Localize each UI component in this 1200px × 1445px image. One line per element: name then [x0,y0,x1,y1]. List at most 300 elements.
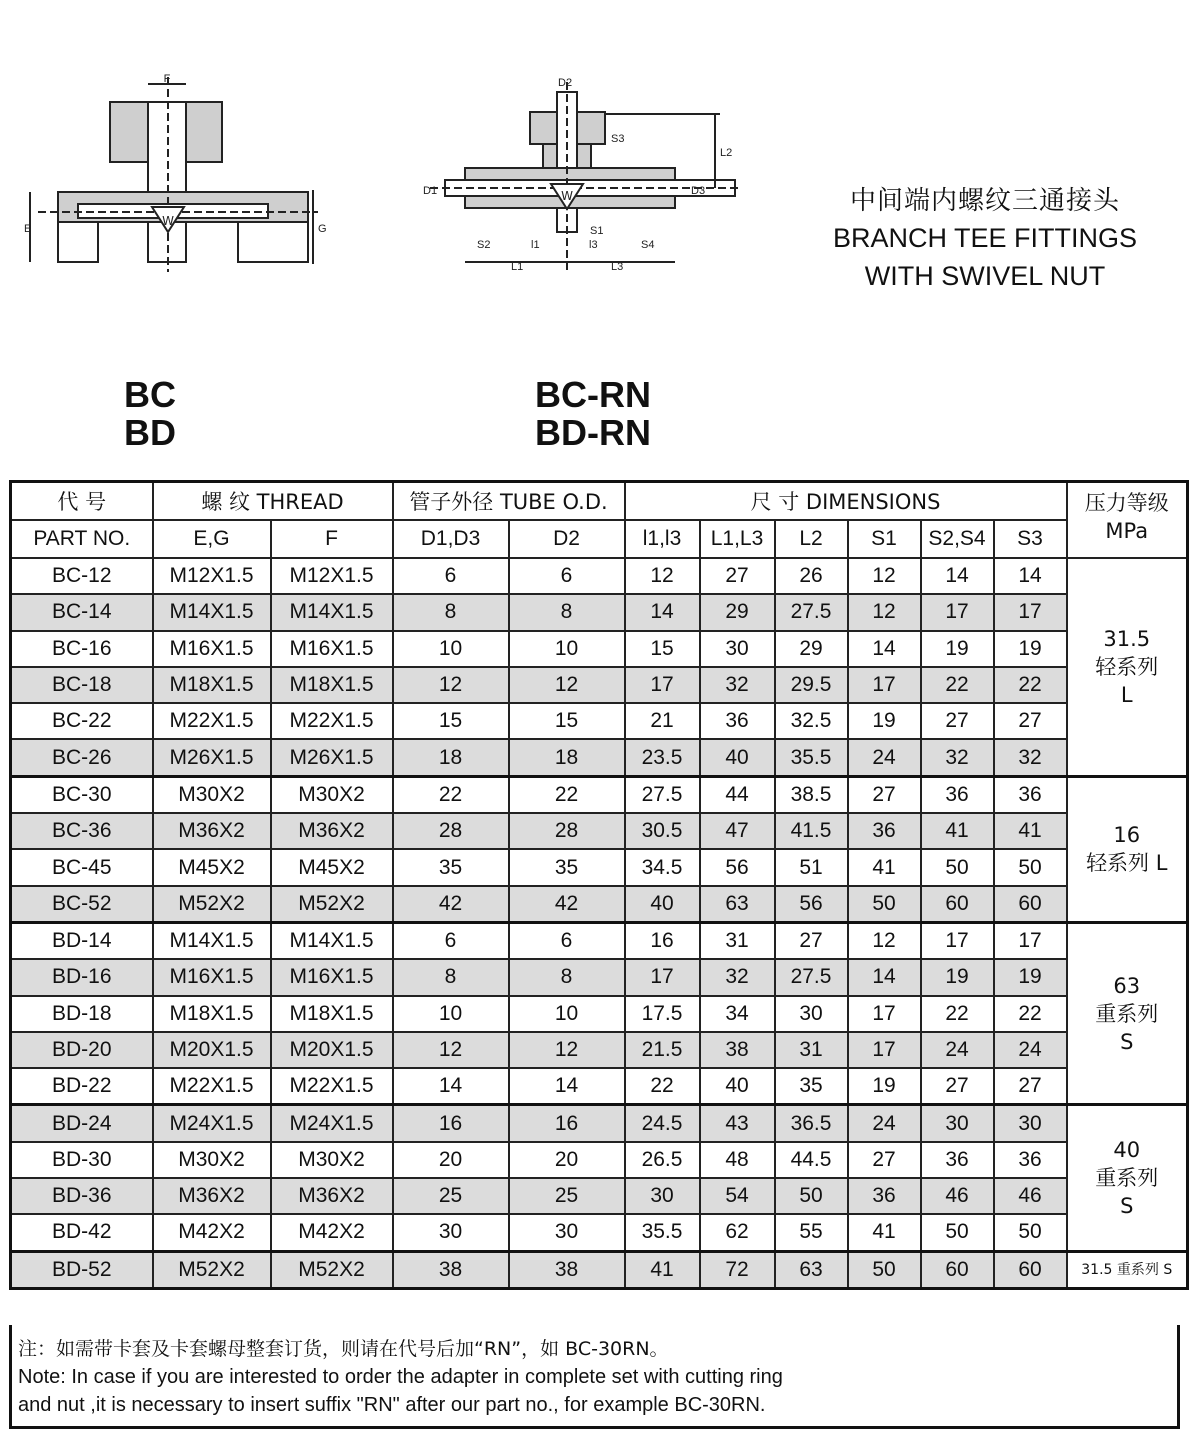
table-row [11,776,1188,813]
cell-d1d3: 38 [393,1251,509,1288]
cell-s1: 19 [848,1068,921,1105]
cell-thread-eg: M12X1.5 [153,558,271,594]
pressure-rating-line: 31.5 [1103,626,1151,651]
cell-thread-eg: M22X1.5 [153,703,271,739]
pressure-rating-line: S [1120,1029,1134,1054]
cell-s3: 17 [994,922,1067,959]
cell-l2: 27.5 [775,594,848,630]
table-row [11,1105,1188,1142]
header-part-cn: 代 号 [11,482,153,521]
cell-d1d3: 8 [393,594,509,630]
cell-l1l3-small: 35.5 [625,1214,700,1251]
title-cn: 中间端内螺纹三通接头 [849,186,1120,216]
cell-s3: 17 [994,594,1067,630]
cell-l1l3: 27 [700,558,775,594]
cell-s1: 24 [848,1105,921,1142]
dim-label-s3: S3 [611,133,625,145]
cell-thread-eg: M26X1.5 [153,739,271,776]
table-row [11,594,1188,630]
pressure-rating-line: 重系列 [1095,1001,1159,1026]
cell-l1l3: 40 [700,739,775,776]
cell-part-no: BC-52 [11,886,153,923]
cell-l1l3-small: 15 [625,631,700,667]
cell-part-no: BC-14 [11,594,153,630]
cell-l1l3: 36 [700,703,775,739]
spec-table-body [11,558,1188,1288]
header-l2: L2 [775,520,848,558]
cell-l2: 30 [775,996,848,1032]
cell-l2: 31 [775,1032,848,1068]
cell-thread-f: M30X2 [271,776,393,813]
cell-s3: 46 [994,1178,1067,1214]
table-row [11,739,1188,776]
cell-s2s4: 22 [921,996,994,1032]
cell-thread-f: M52X2 [271,886,393,923]
cell-d2: 18 [509,739,625,776]
header-s1: S1 [848,520,921,558]
cell-thread-eg: M52X2 [153,886,271,923]
cell-s3: 22 [994,667,1067,703]
cell-l1l3-small: 17 [625,667,700,703]
dim-label-s2: S2 [477,239,491,251]
cell-l1l3-small: 40 [625,886,700,923]
order-note [9,1325,1180,1429]
spec-table [9,480,1189,1290]
cell-l1l3-small: 12 [625,558,700,594]
cell-l1l3: 56 [700,849,775,885]
cell-l1l3-small: 16 [625,922,700,959]
cell-d1d3: 6 [393,922,509,959]
cell-part-no: BD-42 [11,1214,153,1251]
table-row [11,886,1188,923]
cell-s1: 12 [848,558,921,594]
svg-text:W: W [561,189,573,203]
cell-d2: 35 [509,849,625,885]
cell-d1d3: 14 [393,1068,509,1105]
cell-d2: 6 [509,922,625,959]
cell-l1l3: 32 [700,667,775,703]
cell-d1d3: 12 [393,667,509,703]
cell-l2: 35 [775,1068,848,1105]
cell-thread-eg: M36X2 [153,1178,271,1214]
pressure-rating-line: 31.5 重系列 S [1081,1261,1173,1278]
header-thread: 螺 纹 THREAD [153,482,393,521]
header-d1d3: D1,D3 [393,520,509,558]
cell-s1: 19 [848,703,921,739]
cell-l2: 32.5 [775,703,848,739]
cell-thread-eg: M16X1.5 [153,959,271,995]
cell-l1l3-small: 27.5 [625,776,700,813]
cell-l2: 27.5 [775,959,848,995]
cell-l1l3: 31 [700,922,775,959]
svg-text:W: W [162,214,174,228]
header-pressure [1067,482,1188,559]
pressure-rating-line: S [1120,1194,1134,1219]
header-s2s4: S2,S4 [921,520,994,558]
cell-d2: 38 [509,1251,625,1288]
cell-d2: 6 [509,558,625,594]
model-bc: BC [124,374,176,415]
cell-d1d3: 42 [393,886,509,923]
cell-s3: 27 [994,703,1067,739]
dim-label-g: G [318,223,327,235]
cell-s3: 36 [994,1142,1067,1178]
cell-thread-eg: M22X1.5 [153,1068,271,1105]
cell-thread-f: M45X2 [271,849,393,885]
header-pressure-unit: MPa [1105,519,1149,543]
cell-s1: 41 [848,1214,921,1251]
dim-label-l3-small: l3 [589,239,598,251]
cell-s1: 50 [848,886,921,923]
cell-thread-f: M36X2 [271,1178,393,1214]
cell-thread-f: M30X2 [271,1142,393,1178]
header-d2: D2 [509,520,625,558]
cell-part-no: BD-36 [11,1178,153,1214]
cell-s2s4: 19 [921,959,994,995]
cell-s2s4: 17 [921,594,994,630]
table-row [11,813,1188,849]
header-pressure-cn: 压力等级 [1084,491,1169,515]
cell-d2: 8 [509,959,625,995]
table-row [11,959,1188,995]
dim-label-s4: S4 [641,239,655,251]
title-en-line1: BRANCH TEE FITTINGS [832,223,1138,253]
cell-s2s4: 32 [921,739,994,776]
cell-thread-f: M16X1.5 [271,959,393,995]
table-row [11,1032,1188,1068]
cell-thread-f: M12X1.5 [271,558,393,594]
cell-d1d3: 35 [393,849,509,885]
cell-s3: 50 [994,849,1067,885]
cell-s1: 36 [848,1178,921,1214]
cell-thread-eg: M52X2 [153,1251,271,1288]
model-bd-rn: BD-RN [535,412,651,453]
cell-thread-f: M52X2 [271,1251,393,1288]
cell-l1l3: 43 [700,1105,775,1142]
cell-l2: 63 [775,1251,848,1288]
cell-s2s4: 36 [921,776,994,813]
cell-l1l3-small: 23.5 [625,739,700,776]
cell-l1l3-small: 41 [625,1251,700,1288]
cell-thread-eg: M20X1.5 [153,1032,271,1068]
pressure-rating-cell [1067,776,1188,922]
cell-thread-f: M22X1.5 [271,1068,393,1105]
cell-s1: 24 [848,739,921,776]
cell-thread-f: M20X1.5 [271,1032,393,1068]
cell-d1d3: 28 [393,813,509,849]
table-row [11,1142,1188,1178]
cell-l1l3-small: 17 [625,959,700,995]
cell-s1: 12 [848,922,921,959]
cell-s1: 14 [848,631,921,667]
cell-l1l3: 40 [700,1068,775,1105]
table-row [11,1251,1188,1288]
cell-l2: 36.5 [775,1105,848,1142]
cell-thread-f: M18X1.5 [271,667,393,703]
cell-part-no: BD-18 [11,996,153,1032]
pressure-rating-line: 16 [1113,823,1141,848]
cell-l1l3: 48 [700,1142,775,1178]
cell-s2s4: 60 [921,886,994,923]
cell-part-no: BC-12 [11,558,153,594]
cell-s3: 50 [994,1214,1067,1251]
cell-thread-eg: M14X1.5 [153,594,271,630]
cell-l1l3: 72 [700,1251,775,1288]
cell-part-no: BD-20 [11,1032,153,1068]
cell-s1: 27 [848,776,921,813]
header-l1l3-small: l1,l3 [625,520,700,558]
header-dimensions: 尺 寸 DIMENSIONS [625,482,1067,521]
dim-label-d1: D1 [423,185,438,197]
cell-d1d3: 8 [393,959,509,995]
tee-fitting-diagram-bc [18,72,328,282]
cell-d2: 22 [509,776,625,813]
cell-s2s4: 22 [921,667,994,703]
cell-s3: 24 [994,1032,1067,1068]
cell-l2: 56 [775,886,848,923]
cell-s2s4: 14 [921,558,994,594]
pressure-rating-cell [1067,1251,1188,1288]
cell-d2: 20 [509,1142,625,1178]
cell-s3: 19 [994,631,1067,667]
cell-s2s4: 50 [921,849,994,885]
model-label-left [124,376,176,452]
cell-l2: 38.5 [775,776,848,813]
cell-part-no: BC-45 [11,849,153,885]
cell-part-no: BC-36 [11,813,153,849]
cell-l2: 50 [775,1178,848,1214]
cell-part-no: BC-16 [11,631,153,667]
cell-thread-eg: M18X1.5 [153,667,271,703]
cell-s2s4: 30 [921,1105,994,1142]
table-row [11,1214,1188,1251]
cell-s2s4: 46 [921,1178,994,1214]
cell-s2s4: 41 [921,813,994,849]
cell-l1l3: 29 [700,594,775,630]
cell-s1: 50 [848,1251,921,1288]
cell-s1: 41 [848,849,921,885]
dim-label-d3: D3 [691,185,706,197]
cell-part-no: BD-24 [11,1105,153,1142]
pressure-rating-cell [1067,558,1188,776]
cell-s1: 17 [848,1032,921,1068]
cell-s2s4: 36 [921,1142,994,1178]
cell-d1d3: 10 [393,631,509,667]
dim-label-d2: D2 [558,77,573,89]
cell-l2: 55 [775,1214,848,1251]
cell-d1d3: 20 [393,1142,509,1178]
cell-l1l3-small: 22 [625,1068,700,1105]
table-row [11,631,1188,667]
table-row [11,996,1188,1032]
cell-d1d3: 30 [393,1214,509,1251]
cell-thread-f: M26X1.5 [271,739,393,776]
cell-s2s4: 60 [921,1251,994,1288]
cell-thread-eg: M30X2 [153,1142,271,1178]
header-part-no: PART NO. [11,520,153,558]
note-en-line2: and nut ,it is necessary to insert suffix "RN" after our part no., for example BC-30RN. [18,1394,766,1416]
cell-d2: 25 [509,1178,625,1214]
cell-d1d3: 10 [393,996,509,1032]
table-row [11,667,1188,703]
cell-d2: 42 [509,886,625,923]
cell-thread-eg: M18X1.5 [153,996,271,1032]
header-eg: E,G [153,520,271,558]
cell-s2s4: 27 [921,1068,994,1105]
cell-l2: 27 [775,922,848,959]
cell-s2s4: 27 [921,703,994,739]
cell-s3: 19 [994,959,1067,995]
note-cn: 注：如需带卡套及卡套螺母整套订货，则请在代号后加“RN”，如 BC-30RN。 [18,1338,669,1360]
cell-l1l3-small: 30 [625,1178,700,1214]
dim-label-s1: S1 [590,225,604,237]
cell-d1d3: 25 [393,1178,509,1214]
cell-l1l3: 30 [700,631,775,667]
cell-d1d3: 22 [393,776,509,813]
dim-label-l1: L1 [511,261,524,273]
cell-thread-eg: M24X1.5 [153,1105,271,1142]
cell-part-no: BD-30 [11,1142,153,1178]
cell-thread-f: M24X1.5 [271,1105,393,1142]
pressure-rating-line: 40 [1113,1138,1141,1163]
cell-s3: 60 [994,886,1067,923]
dim-label-l1-small: l1 [531,239,540,251]
cell-thread-f: M42X2 [271,1214,393,1251]
pressure-rating-line: L [1120,682,1133,707]
cell-d1d3: 12 [393,1032,509,1068]
cell-d2: 10 [509,996,625,1032]
cell-s2s4: 24 [921,1032,994,1068]
cell-l1l3-small: 14 [625,594,700,630]
pressure-rating-line: 轻系列 [1095,654,1159,679]
product-title [800,183,1170,295]
cell-s1: 27 [848,1142,921,1178]
cell-l1l3-small: 17.5 [625,996,700,1032]
cell-thread-eg: M36X2 [153,813,271,849]
cell-s3: 60 [994,1251,1067,1288]
cell-d2: 15 [509,703,625,739]
cell-d2: 12 [509,667,625,703]
cell-l1l3: 38 [700,1032,775,1068]
cell-thread-eg: M42X2 [153,1214,271,1251]
pressure-rating-line: 轻系列 L [1086,851,1168,876]
cell-s3: 22 [994,996,1067,1032]
dim-label-e: E [24,223,32,235]
cell-d1d3: 16 [393,1105,509,1142]
cell-part-no: BD-14 [11,922,153,959]
cell-s1: 12 [848,594,921,630]
header-s3: S3 [994,520,1067,558]
header-tube-od: 管子外径 TUBE O.D. [393,482,625,521]
cell-s1: 14 [848,959,921,995]
cell-d2: 30 [509,1214,625,1251]
cell-thread-eg: M16X1.5 [153,631,271,667]
cell-s1: 17 [848,667,921,703]
cell-thread-eg: M14X1.5 [153,922,271,959]
table-row [11,849,1188,885]
cell-part-no: BC-30 [11,776,153,813]
cell-s3: 32 [994,739,1067,776]
cell-l1l3-small: 30.5 [625,813,700,849]
cell-l2: 41.5 [775,813,848,849]
table-row [11,1068,1188,1105]
cell-l2: 51 [775,849,848,885]
cell-part-no: BC-22 [11,703,153,739]
cell-part-no: BD-16 [11,959,153,995]
cell-part-no: BC-18 [11,667,153,703]
pressure-rating-cell [1067,922,1188,1104]
cell-thread-f: M22X1.5 [271,703,393,739]
cell-d2: 8 [509,594,625,630]
pressure-rating-line: 重系列 [1095,1166,1159,1191]
table-row [11,703,1188,739]
cell-s2s4: 19 [921,631,994,667]
cell-s3: 27 [994,1068,1067,1105]
model-bc-rn: BC-RN [535,374,651,415]
cell-thread-f: M36X2 [271,813,393,849]
header-f: F [271,520,393,558]
header-l1l3: L1,L3 [700,520,775,558]
table-row [11,1178,1188,1214]
cell-l1l3: 47 [700,813,775,849]
cell-l1l3-small: 21 [625,703,700,739]
cell-thread-f: M14X1.5 [271,922,393,959]
cell-l1l3: 44 [700,776,775,813]
cell-l1l3: 32 [700,959,775,995]
table-row [11,922,1188,959]
cell-l1l3: 63 [700,886,775,923]
dim-label-l3: L3 [611,261,624,273]
cell-l1l3-small: 21.5 [625,1032,700,1068]
pressure-rating-cell [1067,1105,1188,1251]
cell-l1l3: 34 [700,996,775,1032]
cell-s3: 14 [994,558,1067,594]
table-row [11,558,1188,594]
pressure-rating-line: 63 [1113,973,1141,998]
cell-l1l3-small: 24.5 [625,1105,700,1142]
cell-thread-f: M16X1.5 [271,631,393,667]
cell-d1d3: 15 [393,703,509,739]
cell-l1l3: 62 [700,1214,775,1251]
cell-l2: 29 [775,631,848,667]
cell-thread-eg: M45X2 [153,849,271,885]
cell-d2: 14 [509,1068,625,1105]
cell-l2: 35.5 [775,739,848,776]
tee-fitting-diagram-bc-rn [415,72,745,282]
dim-label-f: F [163,73,171,85]
cell-d2: 28 [509,813,625,849]
cell-part-no: BD-52 [11,1251,153,1288]
cell-d1d3: 6 [393,558,509,594]
cell-l2: 26 [775,558,848,594]
cell-d2: 16 [509,1105,625,1142]
cell-s3: 30 [994,1105,1067,1142]
cell-s2s4: 50 [921,1214,994,1251]
cell-thread-f: M18X1.5 [271,996,393,1032]
cell-part-no: BC-26 [11,739,153,776]
cell-thread-eg: M30X2 [153,776,271,813]
cell-s3: 36 [994,776,1067,813]
cell-d1d3: 18 [393,739,509,776]
dim-label-l2: L2 [720,147,733,159]
cell-l1l3-small: 26.5 [625,1142,700,1178]
cell-s3: 41 [994,813,1067,849]
cell-part-no: BD-22 [11,1068,153,1105]
cell-l2: 44.5 [775,1142,848,1178]
cell-s1: 17 [848,996,921,1032]
cell-s1: 36 [848,813,921,849]
note-en-line1: Note: In case if you are interested to order the adapter in complete set with cutting ring [18,1366,783,1388]
